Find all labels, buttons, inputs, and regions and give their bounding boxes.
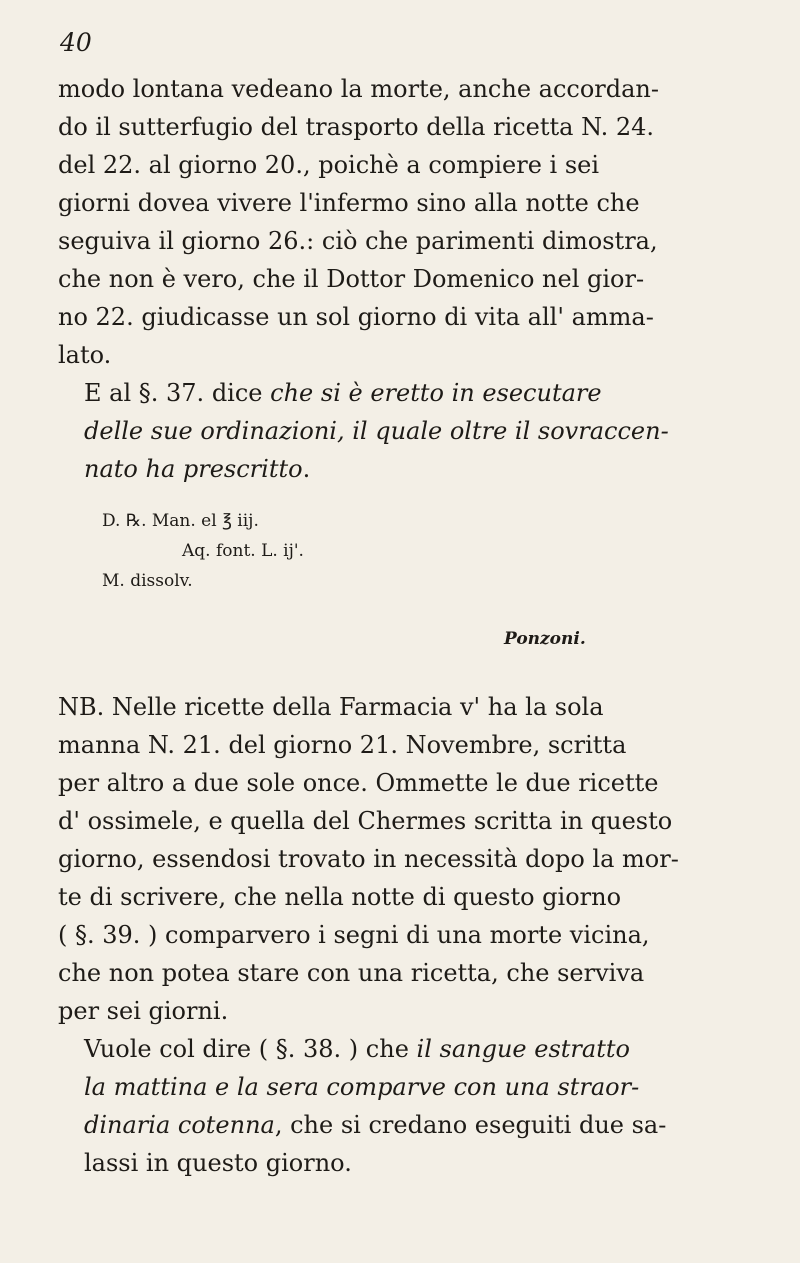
text-line: che non è vero, che il Dottor Domenico nel gior- — [58, 265, 645, 293]
paragraph-1 — [58, 70, 770, 374]
italic-quote: nato ha prescritto — [84, 455, 303, 483]
prescriber-signature: Ponzoni. — [504, 629, 586, 649]
text-line: manna N. 21. del giorno 21. Novembre, scritta — [58, 731, 627, 759]
text-line: giorno, essendosi trovato in necessità dopo la mor- — [58, 845, 679, 873]
text-line: per sei giorni. — [58, 997, 229, 1025]
body-text — [58, 70, 770, 1182]
text-line — [58, 412, 770, 450]
text-line — [58, 450, 770, 488]
text-line: lassi in questo giorno. — [84, 1149, 352, 1177]
text-run: E al §. 37. dice — [84, 379, 271, 407]
text-line: d' ossimele, e quella del Chermes scritta in questo — [58, 807, 673, 835]
text-line — [58, 1106, 770, 1144]
text-run: , che si credano eseguiti due sa- — [274, 1111, 667, 1139]
text-line: do il sutterfugio del trasporto della ricetta N. 24. — [58, 113, 655, 141]
italic-quote: delle sue ordinazioni, il quale oltre il sovraccen- — [84, 417, 669, 445]
text-line: del 22. al giorno 20., poichè a compiere i sei — [58, 151, 600, 179]
prescription-block — [58, 488, 770, 688]
text-line: lato. — [58, 341, 112, 369]
text-run: Vuole col dire ( §. 38. ) che — [84, 1035, 417, 1063]
italic-quote: la mattina e la sera comparve con una straor- — [84, 1073, 640, 1101]
prescription-line: D. ℞. Man. el ℥ iij. — [102, 511, 259, 531]
text-line: te di scrivere, che nella notte di questo giorno — [58, 883, 622, 911]
text-line: modo lontana vedeano la morte, anche accordan- — [58, 75, 659, 103]
prescription-line: M. dissolv. — [102, 571, 193, 591]
text-line: che non potea stare con una ricetta, che serviva — [58, 959, 645, 987]
paragraph-3 — [58, 688, 770, 1030]
text-line: seguiva il giorno 26.: ciò che parimenti dimostra, — [58, 227, 658, 255]
paragraph-2 — [58, 374, 770, 488]
italic-quote: dinaria cotenna — [84, 1111, 275, 1139]
text-line: per altro a due sole once. Ommette le due ricette — [58, 769, 659, 797]
text-line: no 22. giudicasse un sol giorno di vita all' amma- — [58, 303, 654, 331]
text-line: NB. Nelle ricette della Farmacia v' ha la sola — [58, 693, 604, 721]
text-line — [58, 1030, 770, 1068]
text-line: giorni dovea vivere l'infermo sino alla notte che — [58, 189, 640, 217]
prescription-line: Aq. font. L. ij'. — [182, 541, 304, 561]
text-line — [58, 1068, 770, 1106]
paragraph-4 — [58, 1030, 770, 1182]
italic-quote: il sangue estratto — [416, 1035, 630, 1063]
italic-quote: che si è eretto in esecutare — [270, 379, 602, 407]
page-number: 40 — [60, 28, 92, 57]
text-line: ( §. 39. ) comparvero i segni di una morte vicina, — [58, 921, 650, 949]
text-run: . — [302, 455, 311, 483]
text-line — [58, 374, 770, 412]
